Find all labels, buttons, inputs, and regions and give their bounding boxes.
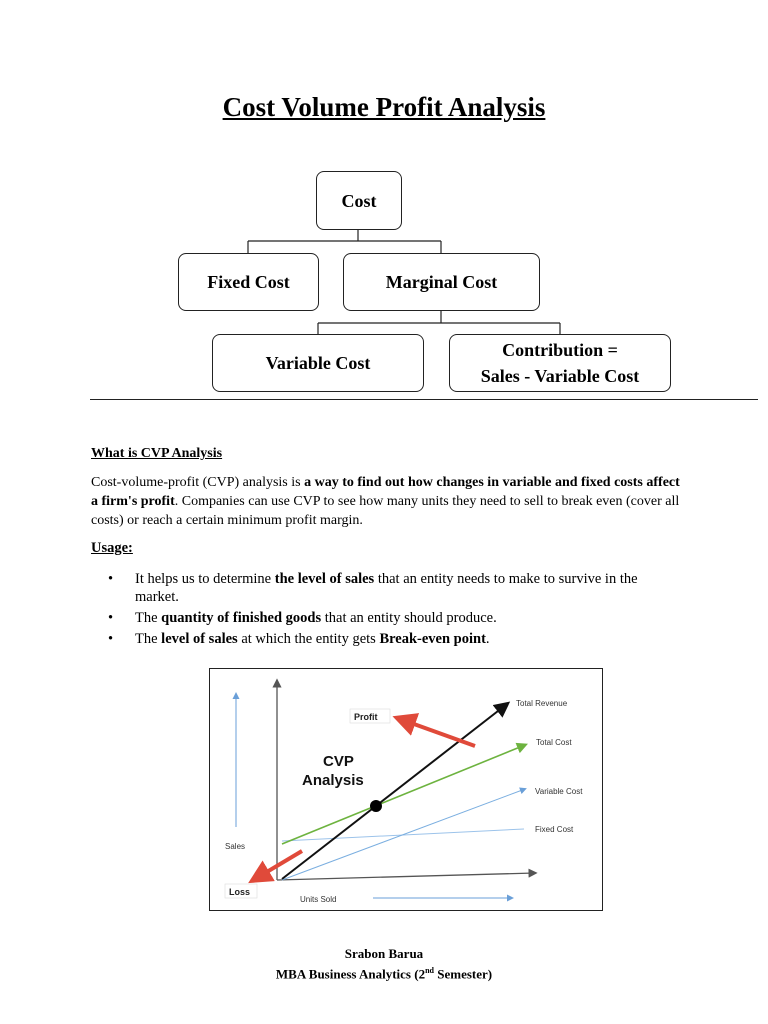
total-revenue-line [282, 704, 507, 879]
tree-node-label: Sales - Variable Cost [480, 366, 640, 386]
list-text: at which the entity gets [237, 631, 380, 647]
tree-node-label: Fixed Cost [207, 272, 290, 292]
cvp-diagram [210, 669, 604, 912]
total-revenue-label: Total Revenue [516, 699, 568, 708]
tree-node-label: Contribution = [502, 340, 618, 360]
para-text: Cost-volume-profit (CVP) analysis is [91, 475, 305, 490]
tree-node-cost [316, 171, 402, 230]
list-text: The [135, 631, 162, 647]
list-item [108, 630, 668, 648]
para-text: . Companies can use CVP to see how many units they need to sell to break even (cover all costs) or reach a certain minimum profit margin. [91, 494, 680, 528]
section-heading: What is CVP Analysis [91, 446, 223, 461]
variable-cost-label: Variable Cost [535, 787, 583, 796]
cvp-title-line2: Analysis [302, 772, 364, 789]
list-text: . [485, 631, 490, 647]
units-sold-label: Units Sold [300, 895, 337, 904]
author-name: Srabon Barua [344, 946, 424, 961]
program-text: MBA Business Analytics (2 [275, 966, 426, 982]
profit-label: Profit [354, 712, 378, 722]
list-bold: quantity of finished goods [161, 610, 322, 626]
cvp-figure [209, 668, 603, 911]
tree-node-fixed-cost [178, 253, 319, 311]
x-axis [277, 873, 535, 880]
tree-node-label: Variable Cost [265, 353, 371, 373]
total-cost-line [282, 745, 525, 844]
program-text: Semester) [433, 966, 493, 982]
usage-list [108, 570, 668, 651]
para-bold: a way to find out how changes in variable and fixed costs affect a firm's profit [91, 475, 680, 509]
list-text: that an entity should produce. [321, 610, 497, 626]
tree-node-contribution [449, 334, 671, 392]
tree-node-label: Cost [341, 190, 377, 211]
sales-label: Sales [225, 842, 246, 851]
page-title: Cost Volume Profit Analysis [222, 92, 546, 122]
list-bold: Break-even point [379, 631, 486, 647]
author-program [0, 962, 768, 982]
loss-label: Loss [229, 887, 251, 897]
total-cost-label: Total Cost [536, 738, 572, 747]
fixed-cost-label: Fixed Cost [535, 825, 574, 834]
variable-cost-line [282, 789, 525, 880]
list-item [108, 609, 668, 627]
break-even-point [370, 800, 382, 812]
list-text: that an entity needs to make to survive in the market. [135, 571, 638, 605]
tree-node-label: Marginal Cost [385, 272, 498, 292]
program-sup: nd [425, 966, 434, 975]
list-bold: the level of sales [274, 571, 375, 587]
tree-node-variable-cost [212, 334, 424, 392]
tree-node-marginal-cost [343, 253, 540, 311]
list-text: The [135, 610, 162, 626]
list-bold: level of sales [161, 631, 238, 647]
section-paragraph [91, 473, 681, 530]
cvp-title-line1: CVP [323, 753, 354, 770]
profit-arrow [400, 719, 475, 746]
usage-heading: Usage: [91, 540, 133, 556]
list-text: It helps us to determine [135, 571, 275, 587]
horizontal-divider [90, 399, 758, 400]
list-item [108, 570, 668, 606]
